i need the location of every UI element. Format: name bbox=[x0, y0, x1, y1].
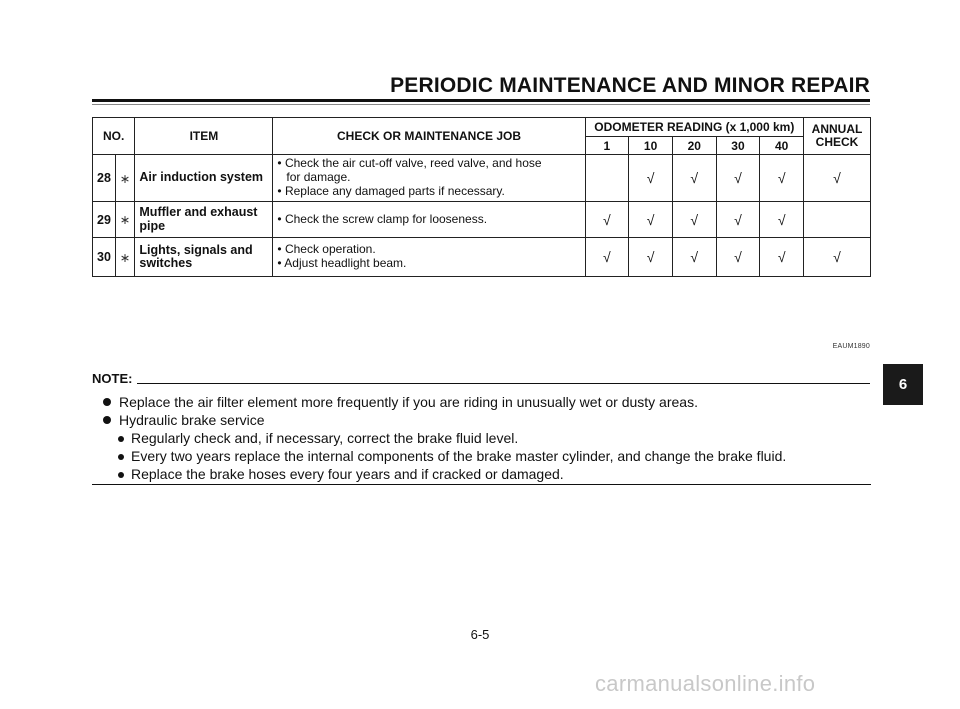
check-cell: √ bbox=[629, 155, 673, 202]
note-text: Regularly check and, if necessary, correct the brake fluid level. bbox=[131, 430, 519, 446]
job-description bbox=[273, 238, 585, 277]
note-text: Replace the air filter element more frequently if you are riding in unusually wet or dusty areas. bbox=[119, 394, 698, 410]
header-rule bbox=[92, 99, 870, 102]
header-rule-thin bbox=[92, 104, 870, 105]
table-row bbox=[93, 202, 871, 238]
bullet-icon bbox=[118, 472, 124, 478]
job-description bbox=[273, 155, 585, 202]
col-annual-header bbox=[804, 118, 871, 155]
check-cell: √ bbox=[760, 202, 804, 238]
row-number: 30 bbox=[93, 238, 116, 277]
check-cell: √ bbox=[760, 238, 804, 277]
col-item-header: ITEM bbox=[135, 118, 273, 155]
note-text: Every two years replace the internal components of the brake master cylinder, and change the brake fluid. bbox=[131, 448, 787, 464]
check-cell: √ bbox=[672, 202, 716, 238]
col-no-header: NO. bbox=[93, 118, 135, 155]
odometer-value: 1 bbox=[585, 137, 629, 155]
note-subitem bbox=[118, 466, 564, 482]
item-name bbox=[135, 238, 273, 277]
bullet-icon bbox=[118, 454, 124, 460]
note-rule bbox=[137, 383, 870, 384]
odometer-value: 20 bbox=[672, 137, 716, 155]
job-description bbox=[273, 202, 585, 238]
note-subitem bbox=[118, 448, 786, 464]
check-cell: √ bbox=[716, 155, 760, 202]
item-name bbox=[135, 202, 273, 238]
job-line: for damage. bbox=[286, 170, 351, 185]
job-line: • Check operation. bbox=[277, 242, 376, 257]
check-cell: √ bbox=[629, 202, 673, 238]
annual-check-cell: √ bbox=[804, 238, 871, 277]
asterisk-mark: ∗ bbox=[115, 202, 134, 238]
job-line: • Adjust headlight beam. bbox=[277, 256, 407, 270]
job-line: • Replace any damaged parts if necessary. bbox=[277, 183, 505, 198]
table-row bbox=[93, 238, 871, 277]
item-name: Air induction system bbox=[135, 155, 273, 202]
asterisk-mark: ∗ bbox=[115, 238, 134, 277]
check-cell: √ bbox=[585, 238, 629, 277]
check-cell: √ bbox=[760, 155, 804, 202]
check-cell bbox=[585, 155, 629, 202]
note-title: NOTE: bbox=[92, 371, 133, 386]
check-cell: √ bbox=[672, 155, 716, 202]
page-title: PERIODIC MAINTENANCE AND MINOR REPAIR bbox=[390, 74, 870, 97]
annual-check-cell: √ bbox=[804, 155, 871, 202]
item-line: switches bbox=[139, 256, 193, 270]
bullet-icon bbox=[103, 398, 111, 406]
item-line: Muffler and exhaust bbox=[139, 205, 258, 220]
odometer-value: 30 bbox=[716, 137, 760, 155]
odometer-value: 40 bbox=[760, 137, 804, 155]
bottom-rule bbox=[92, 484, 871, 485]
table-header-row bbox=[93, 118, 871, 137]
job-line: • Check the screw clamp for looseness. bbox=[277, 211, 488, 226]
page-number: 6-5 bbox=[470, 627, 490, 642]
col-odometer-header: ODOMETER READING (x 1,000 km) bbox=[585, 118, 803, 137]
annual-check-cell bbox=[804, 202, 871, 238]
table-row bbox=[93, 155, 871, 202]
item-line: Lights, signals and bbox=[139, 242, 253, 257]
bullet-icon bbox=[103, 416, 111, 424]
check-cell: √ bbox=[629, 238, 673, 277]
check-label: CHECK bbox=[815, 135, 859, 149]
job-line: • Check the air cut-off valve, reed valve, and hose bbox=[277, 156, 542, 171]
asterisk-mark: ∗ bbox=[115, 155, 134, 202]
bullet-icon bbox=[118, 436, 124, 442]
note-item bbox=[103, 394, 698, 410]
note-text: Hydraulic brake service bbox=[119, 412, 265, 428]
maintenance-table bbox=[92, 117, 871, 277]
chapter-tab: 6 bbox=[883, 364, 923, 405]
col-job-header: CHECK OR MAINTENANCE JOB bbox=[273, 118, 585, 155]
check-cell: √ bbox=[672, 238, 716, 277]
note-text: Replace the brake hoses every four years and if cracked or damaged. bbox=[131, 466, 564, 482]
note-item bbox=[103, 412, 265, 428]
odometer-value: 10 bbox=[629, 137, 673, 155]
check-cell: √ bbox=[716, 238, 760, 277]
note-subitem bbox=[118, 430, 518, 446]
item-line: pipe bbox=[139, 218, 166, 233]
annual-label: ANNUAL bbox=[811, 121, 863, 136]
row-number: 28 bbox=[93, 155, 116, 202]
row-number: 29 bbox=[93, 202, 116, 238]
check-cell: √ bbox=[716, 202, 760, 238]
check-cell: √ bbox=[585, 202, 629, 238]
document-code: EAUM1890 bbox=[832, 343, 870, 350]
watermark: carmanualsonline.info bbox=[595, 671, 816, 696]
